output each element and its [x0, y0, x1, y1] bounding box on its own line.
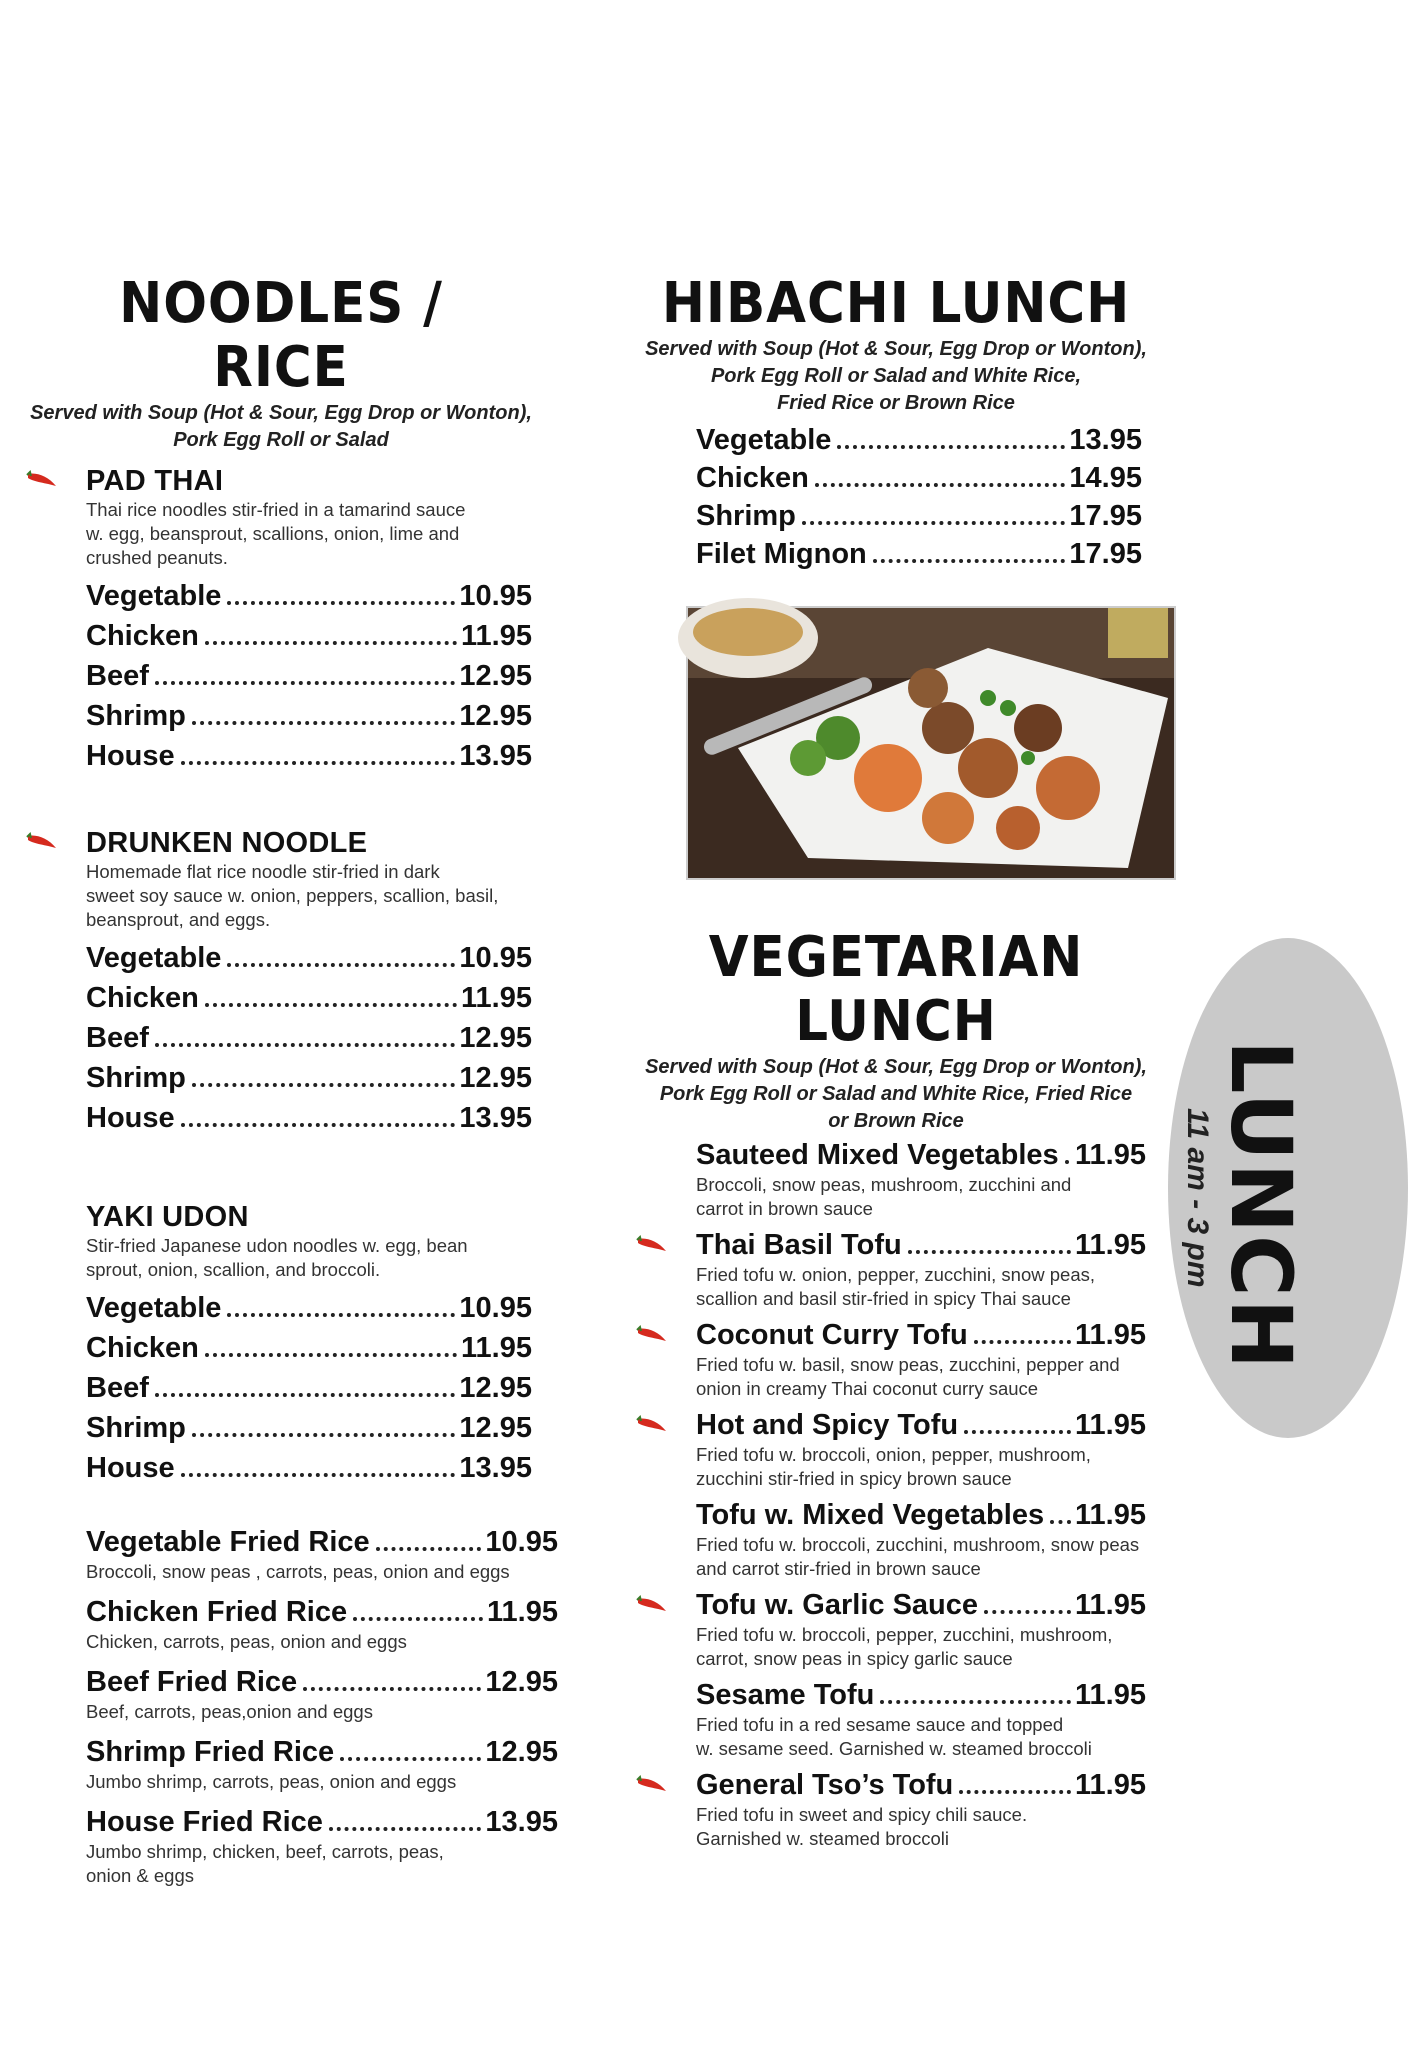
- price-value: 10.95: [459, 1292, 532, 1324]
- price-row: [696, 421, 1142, 459]
- dish-description: [86, 498, 536, 570]
- desc-line: Homemade flat rice noodle stir-fried in dark: [86, 861, 440, 882]
- hibachi-subtitle: [636, 336, 1156, 417]
- veg-item-name: Tofu w. Mixed Vegetables: [696, 1499, 1045, 1531]
- price-value: 12.95: [459, 660, 532, 692]
- rice-name: House Fried Rice: [86, 1806, 323, 1838]
- price-value: 13.95: [1069, 424, 1142, 456]
- rice-description: Beef, carrots, peas,onion and eggs: [86, 1701, 373, 1722]
- noodles-section-title: NOODLES / RICE: [119, 271, 443, 400]
- fried-rice-item: [26, 1734, 558, 1794]
- rice-name: Shrimp Fried Rice: [86, 1736, 335, 1768]
- price-label: Chicken: [696, 462, 809, 494]
- price-row: [86, 1098, 532, 1138]
- veg-item-price: 11.95: [1075, 1229, 1146, 1261]
- price-label: Chicken: [86, 982, 199, 1014]
- price-value: 10.95: [459, 580, 532, 612]
- price-label: Vegetable: [86, 580, 222, 612]
- chili-pepper-icon: [26, 470, 58, 493]
- dish-name: DRUNKEN NOODLE: [86, 827, 368, 859]
- price-row: [86, 656, 532, 696]
- desc-line: sweet soy sauce w. onion, peppers, scallion, basil,: [86, 885, 499, 906]
- veg-item-description: Fried tofu w. broccoli, onion, pepper, mushroom, zucchini stir-fried in spicy brown sauce: [696, 1444, 1091, 1489]
- rice-price: 12.95: [485, 1666, 558, 1698]
- price-row: [696, 459, 1142, 497]
- price-value: 12.95: [459, 1062, 532, 1094]
- veg-item: [636, 1317, 1146, 1401]
- price-row: [86, 576, 532, 616]
- veg-item-price: 11.95: [1075, 1589, 1146, 1621]
- veg-item-price: 11.95: [1075, 1409, 1146, 1441]
- veg-item-price: 11.95: [1075, 1499, 1146, 1531]
- price-row: [696, 497, 1142, 535]
- dish-drunken-noodle: [26, 826, 536, 932]
- price-value: 13.95: [459, 1452, 532, 1484]
- desc-line: sprout, onion, scallion, and broccoli.: [86, 1259, 381, 1280]
- price-value: 12.95: [459, 1022, 532, 1054]
- rice-price: 10.95: [485, 1526, 558, 1558]
- price-value: 17.95: [1069, 500, 1142, 532]
- veg-item: [636, 1677, 1146, 1761]
- hibachi-section-title: HIBACHI LUNCH: [661, 271, 1131, 336]
- rice-name: Chicken Fried Rice: [86, 1596, 348, 1628]
- price-value: 12.95: [459, 1372, 532, 1404]
- chili-pepper-icon: [636, 1415, 668, 1438]
- subtitle-line: Pork Egg Roll or Salad and White Rice, Fried Rice: [659, 1083, 1133, 1105]
- veg-item-name: General Tso’s Tofu: [696, 1769, 954, 1801]
- veg-item: [636, 1227, 1146, 1311]
- rice-price: 13.95: [485, 1806, 558, 1838]
- veg-item-name: Thai Basil Tofu: [696, 1229, 902, 1261]
- price-row: [86, 1328, 532, 1368]
- rice-name: Beef Fried Rice: [86, 1666, 298, 1698]
- hibachi-section: [636, 272, 1156, 573]
- price-value: 10.95: [459, 942, 532, 974]
- price-value: 11.95: [461, 1332, 532, 1364]
- rice-name: Vegetable Fried Rice: [86, 1526, 370, 1558]
- price-value: 14.95: [1069, 462, 1142, 494]
- veg-item-description: Fried tofu w. broccoli, zucchini, mushroom, snow peas and carrot stir-fried in brown sauce: [696, 1534, 1140, 1579]
- price-row: [86, 616, 532, 656]
- rice-description: Jumbo shrimp, chicken, beef, carrots, peas, onion & eggs: [86, 1841, 444, 1886]
- veg-item-description: Fried tofu w. basil, snow peas, zucchini, pepper and onion in creamy Thai coconut curry sauce: [696, 1354, 1120, 1399]
- veg-item-description: Broccoli, snow peas, mushroom, zucchini and carrot in brown sauce: [696, 1174, 1072, 1219]
- desc-line: Thai rice noodles stir-fried in a tamarind sauce: [86, 499, 466, 520]
- price-label: Chicken: [86, 1332, 199, 1364]
- price-row: [86, 1058, 532, 1098]
- veg-item: [636, 1407, 1146, 1491]
- price-row: [86, 1288, 532, 1328]
- subtitle-line: Served with Soup (Hot & Sour, Egg Drop or Wonton),: [645, 338, 1147, 360]
- veg-item-description: Fried tofu w. onion, pepper, zucchini, snow peas, scallion and basil stir-fried in spicy Thai sauce: [696, 1264, 1096, 1309]
- vegetarian-section: [636, 926, 1156, 1851]
- fried-rice-item: [26, 1804, 558, 1888]
- price-label: Shrimp: [86, 700, 186, 732]
- hibachi-food-photo: [686, 606, 1176, 880]
- price-label: Shrimp: [86, 1062, 186, 1094]
- hibachi-price-list: [636, 421, 1142, 573]
- veg-item-price: 11.95: [1075, 1319, 1146, 1351]
- price-value: 12.95: [459, 1412, 532, 1444]
- dish-pad-thai: [26, 464, 536, 570]
- price-row: [86, 1368, 532, 1408]
- price-row: [86, 1408, 532, 1448]
- veg-item: [636, 1587, 1146, 1671]
- veg-item: [636, 1137, 1146, 1221]
- fried-rice-item: [26, 1594, 558, 1654]
- chili-pepper-icon: [636, 1325, 668, 1348]
- dish-name: PAD THAI: [86, 465, 224, 497]
- price-list: [26, 938, 532, 1138]
- veg-item: [636, 1497, 1146, 1581]
- rice-description: Chicken, carrots, peas, onion and eggs: [86, 1631, 407, 1652]
- rice-price: 12.95: [485, 1736, 558, 1768]
- price-row: [696, 535, 1142, 573]
- price-label: Chicken: [86, 620, 199, 652]
- price-label: House: [86, 1452, 175, 1484]
- noodles-subtitle: [26, 400, 536, 454]
- price-label: Beef: [86, 1372, 149, 1404]
- dish-description: [86, 1234, 536, 1282]
- price-list: [26, 1288, 532, 1488]
- price-label: House: [86, 1102, 175, 1134]
- veg-item-name: Tofu w. Garlic Sauce: [696, 1589, 979, 1621]
- rice-description: Broccoli, snow peas , carrots, peas, onion and eggs: [86, 1561, 510, 1582]
- subtitle-line: or Brown Rice: [828, 1110, 964, 1132]
- subtitle-line: Served with Soup (Hot & Sour, Egg Drop or Wonton),: [30, 402, 532, 424]
- dish-name: YAKI UDON: [86, 1201, 249, 1233]
- chili-pepper-icon: [636, 1775, 668, 1798]
- veg-item-name: Coconut Curry Tofu: [696, 1319, 968, 1351]
- chili-pepper-icon: [636, 1235, 668, 1258]
- price-value: 11.95: [461, 982, 532, 1014]
- veg-item-price: 11.95: [1075, 1139, 1146, 1171]
- veg-item: [636, 1767, 1146, 1851]
- subtitle-line: Fried Rice or Brown Rice: [777, 392, 1015, 414]
- chili-pepper-icon: [26, 832, 58, 855]
- lunch-tab-title: LUNCH: [1212, 1040, 1310, 1371]
- rice-description: Jumbo shrimp, carrots, peas, onion and eggs: [86, 1771, 457, 1792]
- price-row: [86, 1448, 532, 1488]
- price-row: [86, 938, 532, 978]
- veg-item-description: Fried tofu w. broccoli, pepper, zucchini, mushroom, carrot, snow peas in spicy garlic sauce: [696, 1624, 1113, 1669]
- subtitle-line: Pork Egg Roll or Salad: [173, 429, 389, 451]
- veg-item-price: 11.95: [1075, 1769, 1146, 1801]
- price-label: House: [86, 740, 175, 772]
- veg-item-description: Fried tofu in a red sesame sauce and topped w. sesame seed. Garnished w. steamed broccoli: [696, 1714, 1092, 1759]
- vegetarian-subtitle: [636, 1054, 1156, 1135]
- dish-description: [86, 860, 536, 932]
- desc-line: crushed peanuts.: [86, 547, 228, 568]
- price-value: 17.95: [1069, 538, 1142, 570]
- noodles-rice-section: [26, 271, 558, 1888]
- price-row: [86, 1018, 532, 1058]
- vegetarian-section-title: VEGETARIAN LUNCH: [708, 925, 1084, 1054]
- price-label: Vegetable: [86, 1292, 222, 1324]
- price-value: 11.95: [461, 620, 532, 652]
- price-label: Filet Mignon: [696, 538, 867, 570]
- price-label: Shrimp: [696, 500, 796, 532]
- dish-yaki-udon: [26, 1200, 536, 1282]
- price-value: 12.95: [459, 700, 532, 732]
- veg-item-name: Sesame Tofu: [696, 1679, 875, 1711]
- price-value: 13.95: [459, 1102, 532, 1134]
- veg-item-description: Fried tofu in sweet and spicy chili sauce. Garnished w. steamed broccoli: [696, 1804, 1028, 1849]
- price-row: [86, 978, 532, 1018]
- price-label: Vegetable: [696, 424, 832, 456]
- price-label: Beef: [86, 660, 149, 692]
- price-list: [26, 576, 532, 776]
- price-label: Vegetable: [86, 942, 222, 974]
- subtitle-line: Pork Egg Roll or Salad and White Rice,: [710, 365, 1082, 387]
- fried-rice-item: [26, 1664, 558, 1724]
- price-label: Beef: [86, 1022, 149, 1054]
- chili-pepper-icon: [636, 1595, 668, 1618]
- price-label: Shrimp: [86, 1412, 186, 1444]
- price-row: [86, 736, 532, 776]
- price-value: 13.95: [459, 740, 532, 772]
- desc-line: beansprout, and eggs.: [86, 909, 271, 930]
- veg-item-name: Sauteed Mixed Vegetables: [696, 1139, 1059, 1171]
- rice-price: 11.95: [487, 1596, 558, 1628]
- lunch-hours: 11 am - 3 pm: [1181, 1108, 1214, 1288]
- fried-rice-item: [26, 1524, 558, 1584]
- desc-line: w. egg, beansprout, scallions, onion, lime and: [86, 523, 460, 544]
- subtitle-line: Served with Soup (Hot & Sour, Egg Drop or Wonton),: [645, 1056, 1147, 1078]
- price-row: [86, 696, 532, 736]
- veg-item-price: 11.95: [1075, 1679, 1146, 1711]
- veg-item-name: Hot and Spicy Tofu: [696, 1409, 959, 1441]
- desc-line: Stir-fried Japanese udon noodles w. egg, bean: [86, 1235, 468, 1256]
